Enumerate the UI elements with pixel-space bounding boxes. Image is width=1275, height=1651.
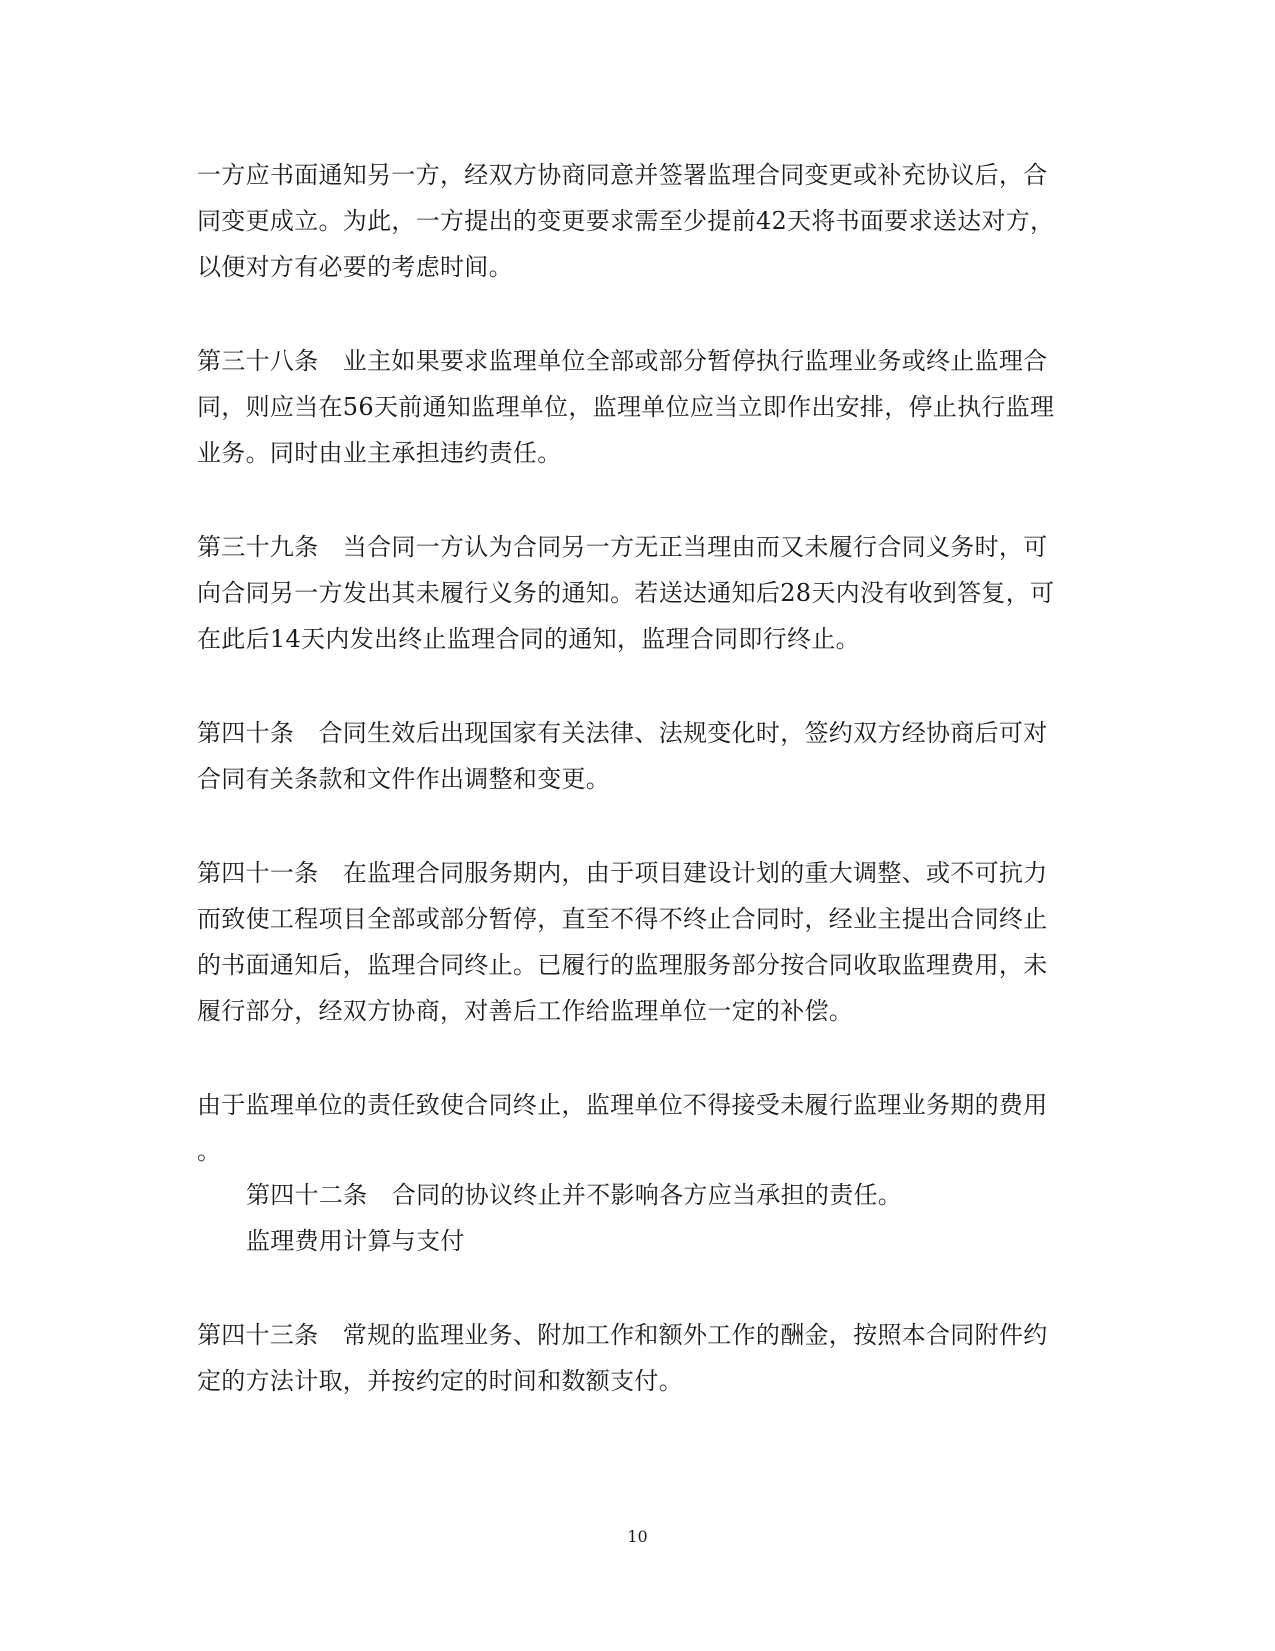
- text-line: 。: [197, 1137, 222, 1165]
- text-line: 以便对方有必要的考虑时间。: [197, 253, 513, 281]
- text-line: 定的方法计取，并按约定的时间和数额支付。: [197, 1367, 683, 1395]
- article-43-line: 第四十三条 常规的监理业务、附加工作和额外工作的酬金，按照本合同附件约: [197, 1321, 1048, 1349]
- text-line: 在此后14天内发出终止监理合同的通知，监理合同即行终止。: [197, 625, 860, 653]
- page-number: 10: [627, 1527, 648, 1546]
- section-heading: 监理费用计算与支付: [246, 1227, 465, 1255]
- text-line: 向合同另一方发出其未履行义务的通知。若送达通知后28天内没有收到答复，可: [197, 579, 1055, 607]
- text-line: 由于监理单位的责任致使合同终止，监理单位不得接受未履行监理业务期的费用: [197, 1091, 1048, 1119]
- text-line: 一方应书面通知另一方，经双方协商同意并签署监理合同变更或补充协议后，合: [197, 161, 1048, 189]
- text-line: 履行部分，经双方协商，对善后工作给监理单位一定的补偿。: [197, 997, 854, 1025]
- article-42-line: 第四十二条 合同的协议终止并不影响各方应当承担的责任。: [246, 1181, 903, 1209]
- article-38-line: 第三十八条 业主如果要求监理单位全部或部分暂停执行监理业务或终止监理合: [197, 347, 1048, 375]
- text-line: 合同有关条款和文件作出调整和变更。: [197, 765, 611, 793]
- text-line: 同变更成立。为此，一方提出的变更要求需至少提前42天将书面要求送达对方，: [197, 207, 1055, 235]
- text-line: 而致使工程项目全部或部分暂停，直至不得不终止合同时，经业主提出合同终止: [197, 905, 1048, 933]
- text-line: 业务。同时由业主承担违约责任。: [197, 439, 562, 467]
- article-39-line: 第三十九条 当合同一方认为合同另一方无正当理由而又未履行合同义务时，可: [197, 533, 1048, 561]
- text-line: 同，则应当在56天前通知监理单位，监理单位应当立即作出安排，停止执行监理: [197, 393, 1055, 421]
- article-41-line: 第四十一条 在监理合同服务期内，由于项目建设计划的重大调整、或不可抗力: [197, 859, 1048, 887]
- article-40-line: 第四十条 合同生效后出现国家有关法律、法规变化时，签约双方经协商后可对: [197, 719, 1048, 747]
- text-line: 的书面通知后，监理合同终止。已履行的监理服务部分按合同收取监理费用，未: [197, 951, 1048, 979]
